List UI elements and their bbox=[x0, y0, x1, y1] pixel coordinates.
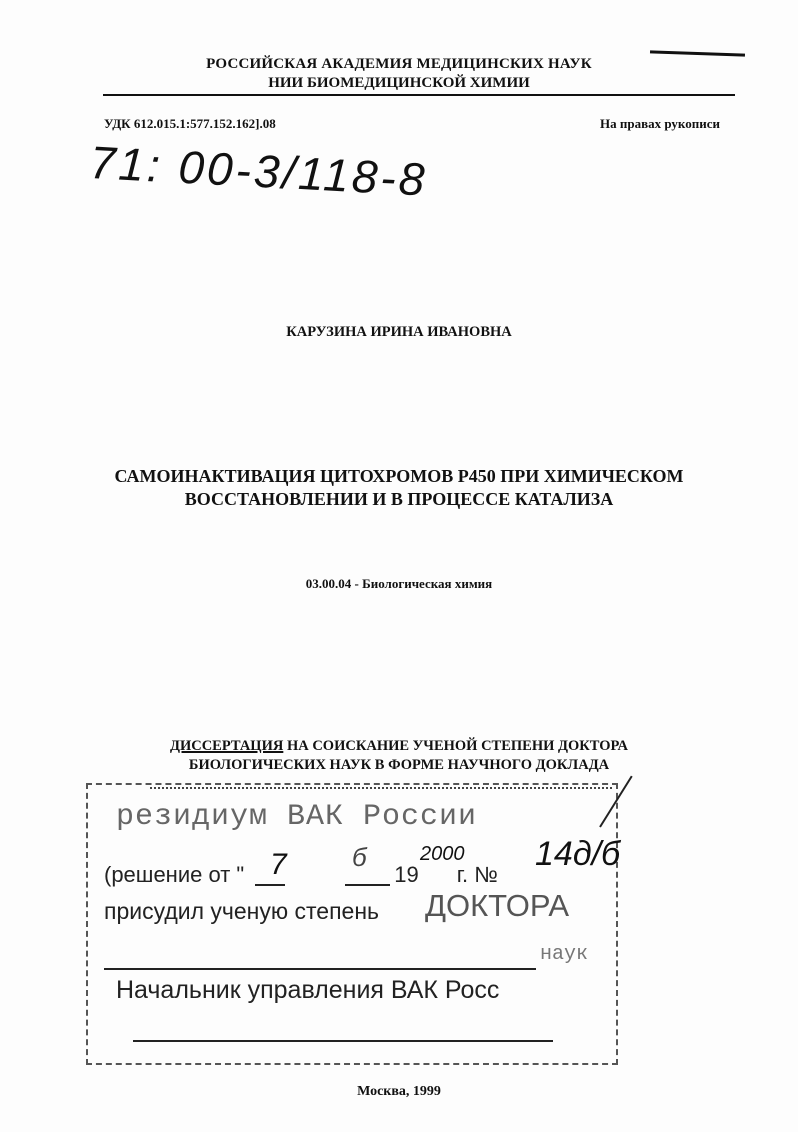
stamp-day-blank bbox=[255, 884, 285, 886]
dissertation-line-1-rest: НА СОИСКАНИЕ УЧЕНОЙ СТЕПЕНИ ДОКТОРА bbox=[283, 738, 629, 754]
stamp-number-prefix: г. № bbox=[456, 862, 498, 887]
handwritten-month: б bbox=[352, 842, 367, 872]
stamp-awarded-line: присудил ученую степень bbox=[104, 898, 380, 924]
stamp-year-prefix: 19 bbox=[394, 862, 419, 887]
stamp-top-dotted-line bbox=[150, 787, 612, 789]
specialty: 03.00.04 - Биологическая химия bbox=[305, 576, 493, 591]
author-name: КАРУЗИНА ИРИНА ИВАНОВНА bbox=[286, 324, 512, 340]
stamp-science-blank bbox=[104, 968, 536, 970]
stamp-science-suffix: наук bbox=[540, 943, 589, 966]
handwritten-year: 2000 bbox=[420, 843, 465, 865]
dissertation-line-1 bbox=[0, 738, 798, 755]
udk-code: УДК 612.015.1:577.152.162].08 bbox=[104, 116, 276, 131]
title-line-2: ВОССТАНОВЛЕНИИ И В ПРОЦЕССЕ КАТАЛИЗА bbox=[184, 489, 614, 509]
dissertation-line-2: БИОЛОГИЧЕСКИХ НАУК В ФОРМЕ НАУЧНОГО ДОКЛАДА bbox=[188, 757, 610, 773]
handwritten-decision-number: 14д/б bbox=[535, 835, 621, 873]
organization-line-1: РОССИЙСКАЯ АКАДЕМИЯ МЕДИЦИНСКИХ НАУК bbox=[206, 56, 592, 72]
stamp-month-blank bbox=[345, 884, 390, 886]
handwritten-catalog-code: 71: 00-3/118-8 bbox=[88, 136, 429, 206]
stamp-signature-line bbox=[133, 1040, 553, 1042]
stamp-head-line: Начальник управления ВАК Росс bbox=[116, 976, 500, 1004]
dissertation-word: ДИССЕРТАЦИЯ bbox=[169, 738, 284, 754]
organization-line-2: НИИ БИОМЕДИЦИНСКОЙ ХИМИИ bbox=[268, 75, 530, 91]
header-rule bbox=[103, 94, 735, 96]
stamp-decision-prefix: (решение от " bbox=[104, 862, 245, 887]
city-year: Москва, 1999 bbox=[357, 1084, 441, 1099]
stamp-presidium-line: резидиум ВАК России bbox=[116, 800, 478, 834]
handwritten-day: 7 bbox=[270, 848, 287, 881]
stamp-degree: ДОКТОРА bbox=[425, 888, 570, 923]
rights-note: На правах рукописи bbox=[600, 116, 720, 131]
title-line-1: САМОИНАКТИВАЦИЯ ЦИТОХРОМОВ Р450 ПРИ ХИМИЧЕСКОМ bbox=[114, 466, 684, 486]
